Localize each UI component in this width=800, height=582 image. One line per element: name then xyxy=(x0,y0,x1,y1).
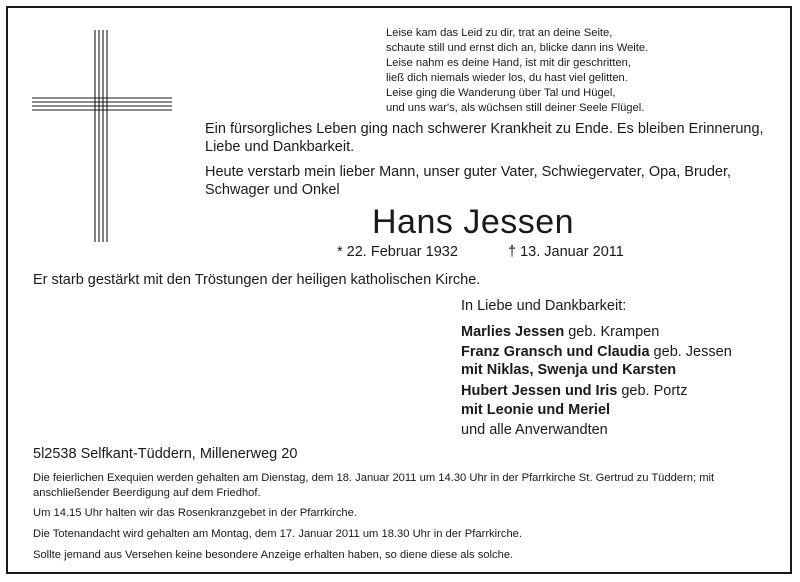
family-name: Hubert Jessen und Iris xyxy=(461,383,618,399)
address: 5l2538 Selfkant-Tüddern, Millenerweg 20 xyxy=(33,446,298,462)
family-line xyxy=(461,344,732,360)
rosary-note: Um 14.15 Uhr halten wir das Rosenkranzgebet in der Pfarrkirche. xyxy=(33,507,357,519)
family-maiden: geb. Krampen xyxy=(564,324,660,340)
faith-statement: Er starb gestärkt mit den Tröstungen der heiligen katholischen Kirche. xyxy=(33,272,481,288)
poem xyxy=(386,26,648,116)
birth-date: * 22. Februar 1932 xyxy=(337,244,458,260)
family-line xyxy=(461,362,676,378)
poem-line: schaute still und ernst dich an, blicke dann ins Weite. xyxy=(386,42,649,54)
family-line xyxy=(461,324,659,340)
intro-text: Ein fürsorgliches Leben ging nach schwerer Krankheit zu Ende. Es bleiben Erinnerung, Liebe und Dankbarkeit. xyxy=(205,121,764,155)
family-line: und alle Anverwandten xyxy=(461,422,608,438)
family-line xyxy=(461,402,610,418)
notice-note: Sollte jemand aus Versehen keine besondere Anzeige erhalten haben, so diene diese als solche. xyxy=(33,549,514,561)
poem-line: und uns war's, als wüchsen still deiner Seele Flügel. xyxy=(386,102,645,114)
family-name: mit Niklas, Swenja und Karsten xyxy=(461,362,677,378)
family-name: Marlies Jessen xyxy=(461,324,565,340)
family-line xyxy=(461,383,687,399)
family-maiden: geb. Portz xyxy=(617,383,688,399)
poem-line: Leise kam das Leid zu dir, trat an deine Seite, xyxy=(386,27,613,39)
family-name: Franz Gransch und Claudia xyxy=(461,344,650,360)
poem-line: ließ dich niemals wieder los, du hast viel gelitten. xyxy=(386,72,628,84)
poem-line: Leise nahm es deine Hand, ist mit dir geschritten, xyxy=(386,57,632,69)
vigil-note: Die Totenandacht wird gehalten am Montag, dem 17. Januar 2011 um 18.30 Uhr in der Pfarrkirche. xyxy=(33,528,523,540)
deceased-name: Hans Jessen xyxy=(372,203,575,241)
poem-line: Leise ging die Wanderung über Tal und Hügel, xyxy=(386,87,616,99)
announcement-text: Heute verstarb mein lieber Mann, unser guter Vater, Schwiegervater, Opa, Bruder, Schwager und Onkel xyxy=(205,164,732,198)
death-date: † 13. Januar 2011 xyxy=(508,244,624,260)
family-heading: In Liebe und Dankbarkeit: xyxy=(461,298,627,314)
exequien-note: Die feierlichen Exequien werden gehalten am Dienstag, dem 18. Januar 2011 um 14.30 Uhr in der Pfarrkirche St. Gertrud zu Tüddern; mit anschließender Beerdigung auf dem Friedhof. xyxy=(33,472,715,499)
family-name: mit Leonie und Meriel xyxy=(461,402,611,418)
family-maiden: geb. Jessen xyxy=(649,344,732,360)
cross-icon xyxy=(32,30,202,250)
